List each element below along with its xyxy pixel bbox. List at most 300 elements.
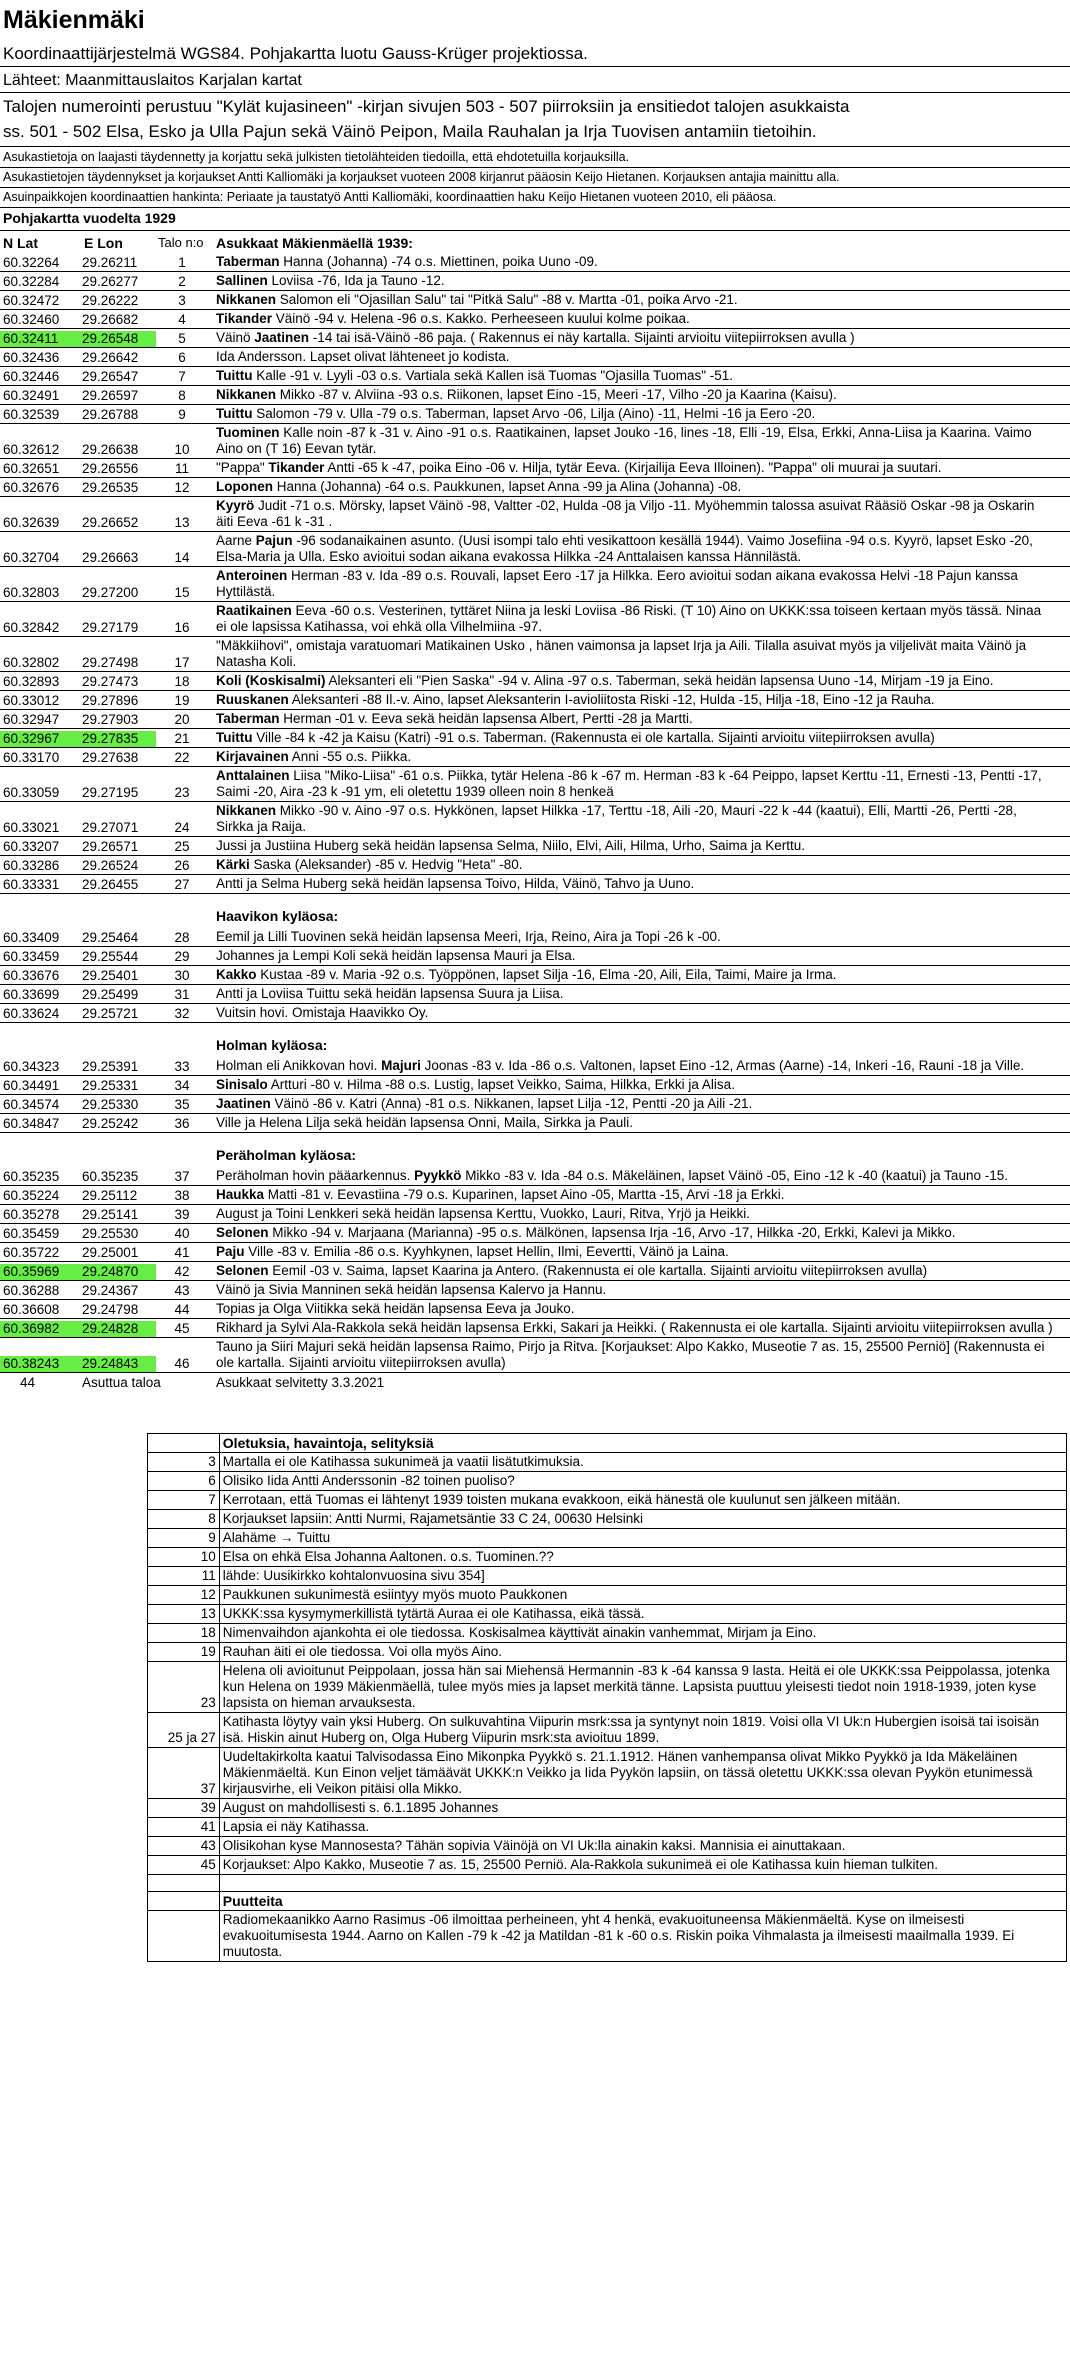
table-row bbox=[0, 567, 1070, 602]
latitude: 60.33207 bbox=[3, 839, 60, 854]
residents-text bbox=[216, 1282, 1054, 1298]
residents-detail: Aleksanteri eli "Pien Saska" -94 v. Alina -97 o.s. Taberman, sekä heidän lapsensa Uuno -14, Mirjam -19 ja Eino. bbox=[325, 673, 994, 688]
note-text: Korjaukset lapsiin: Antti Nurmi, Rajametsäntie 33 C 24, 00630 Helsinki bbox=[219, 1510, 1066, 1529]
note-row bbox=[148, 1567, 1067, 1586]
residents-detail: "Mäkkiihovi", omistaja varatuomari Matikainen Usko , hänen vaimonsa ja lapset Irja ja Aili. Tilalla asuivat myös ja viljelivät maita Väinö ja Natasha Koli. bbox=[216, 638, 1027, 669]
longitude: 29.24798 bbox=[82, 1302, 139, 1317]
table-row bbox=[0, 405, 1070, 424]
missing-row bbox=[148, 1911, 1067, 1962]
house-number: 41 bbox=[174, 1245, 190, 1260]
note-house-number: 3 bbox=[148, 1453, 220, 1472]
residents-text bbox=[216, 568, 1054, 600]
house-number: 12 bbox=[174, 480, 190, 495]
table-row bbox=[0, 947, 1070, 966]
longitude: 29.26535 bbox=[82, 480, 139, 495]
coordinates-note: Asuinpaikkojen koordinaattien hankinta: Periaate ja taustatyö Antti Kalliomäki, koordinaattien haku Keijo Hietanen vuoteen 2010, eli pääosa. bbox=[3, 190, 777, 204]
residents-text bbox=[216, 1339, 1054, 1371]
note-text: Katihasta löytyy vain yksi Huberg. On sulkuvahtina Viipurin msrk:ssa ja syntynyt noin 1819. Voisi olla VI Uk:n Hubergien isoisä tai isoisän isä. Hiskin ainut Huberg on, Olga Huberg Viipurin msrk:sta avioituu 1899. bbox=[219, 1713, 1066, 1748]
table-row bbox=[0, 1262, 1070, 1281]
residents-detail: Aleksanteri -88 Il.-v. Aino, lapset Aleksanterin I-avioliitosta Riski -12, Hulda -15, Hilja -18, Eino -12 ja Rauha. bbox=[288, 692, 935, 707]
residents-text bbox=[216, 460, 1054, 476]
house-count: 44 bbox=[20, 1375, 36, 1390]
residents-text bbox=[216, 1263, 1054, 1279]
family-name: Jaatinen bbox=[216, 1096, 271, 1111]
residents-detail: Salomon eli "Ojasillan Salu" tai "Pitkä Salu" -88 v. Martta -01, poika Arvo -21. bbox=[276, 292, 738, 307]
family-name: Pajun bbox=[255, 533, 293, 548]
residents-text bbox=[216, 1077, 1054, 1093]
table-row bbox=[0, 1057, 1070, 1076]
house-number: 40 bbox=[174, 1226, 190, 1241]
note-text: Olisiko Iida Antti Anderssonin -82 toinen puoliso? bbox=[219, 1472, 1066, 1491]
residents-text bbox=[216, 533, 1054, 565]
longitude: 60.35235 bbox=[82, 1169, 139, 1184]
house-number: 32 bbox=[174, 1006, 190, 1021]
table-row bbox=[0, 1167, 1070, 1186]
latitude: 60.35722 bbox=[3, 1245, 60, 1260]
note-house-number: 43 bbox=[148, 1837, 220, 1856]
house-number: 33 bbox=[174, 1059, 190, 1074]
longitude: 29.27195 bbox=[82, 785, 139, 800]
house-number: 44 bbox=[174, 1302, 190, 1317]
latitude: 60.32947 bbox=[3, 712, 60, 727]
column-headers bbox=[0, 233, 1070, 253]
house-number: 21 bbox=[174, 731, 190, 746]
family-name: Tuittu bbox=[216, 406, 253, 421]
residents-detail: Joonas -83 v. Ida -86 o.s. Valtonen, lapset Eino -12, Armas (Aarne) -14, Inkeri -16, Rauni -18 ja Ville. bbox=[420, 1058, 1025, 1073]
residents-detail: Ville ja Helena Lilja sekä heidän lapsensa Onni, Maila, Sirkka ja Pauli. bbox=[216, 1115, 633, 1130]
note-row bbox=[148, 1510, 1067, 1529]
residents-detail: Ida Andersson. Lapset olivat lähteneet jo kodista. bbox=[216, 349, 510, 364]
house-number: 19 bbox=[174, 693, 190, 708]
missing-text: Radiomekaanikko Aarno Rasimus -06 ilmoittaa perheineen, yht 4 henkä, evakuoituneensa Mäkienmäeltä. Kyse on ilmeisesti evakuoitumisesta 1944. Aarno on Kallen -79 k -42 ja Matildan -81 k -60 o.s. Riskin poika Vihmalasta ja ilmeisesti maailmalla 1939. Ei muutosta. bbox=[219, 1911, 1066, 1962]
family-name: Kyyrö bbox=[216, 498, 255, 513]
family-name: Tikander bbox=[216, 311, 273, 326]
latitude: 60.32842 bbox=[3, 620, 60, 635]
longitude: 29.27498 bbox=[82, 655, 139, 670]
notes-title-row bbox=[148, 1434, 1067, 1453]
longitude: 29.26222 bbox=[82, 293, 139, 308]
note-row bbox=[148, 1453, 1067, 1472]
residents-detail: Antti -65 k -47, poika Eino -06 v. Hilja, tytär Eeva. (Kirjailija Eeva Illoinen). "Pappa" oli muurai ja suutari. bbox=[324, 460, 942, 475]
note-house-number: 19 bbox=[148, 1643, 220, 1662]
supplement-note: Asukastietoja on laajasti täydennetty ja korjattu sekä julkisten tietolähteiden tiedoilla, että ehdotetuilla korjauksilla. bbox=[3, 150, 630, 164]
longitude: 29.24367 bbox=[82, 1283, 139, 1298]
family-name: Selonen bbox=[216, 1225, 269, 1240]
residents-detail: August ja Toini Lenkkeri sekä heidän lapsensa Kerttu, Vuokko, Lauri, Ritva, Yrjö ja Heikki. bbox=[216, 1206, 751, 1221]
latitude: 60.32676 bbox=[3, 480, 60, 495]
table-row bbox=[0, 1338, 1070, 1373]
latitude: 60.34491 bbox=[3, 1078, 60, 1093]
residents-detail: Mikko -94 v. Marjaana (Marianna) -95 o.s. Mälkönen, lapsensa Irja -16, Arvo -17, Hilkka -20, Erkki, Kalevi ja Mikko. bbox=[268, 1225, 956, 1240]
residents-detail: Topias ja Olga Viitikka sekä heidän lapsensa Eeva ja Jouko. bbox=[216, 1301, 575, 1316]
note-house-number: 23 bbox=[148, 1662, 220, 1713]
table-row bbox=[0, 1205, 1070, 1224]
note-row bbox=[148, 1643, 1067, 1662]
spacer-row bbox=[148, 1875, 1067, 1892]
note-house-number: 8 bbox=[148, 1510, 220, 1529]
table-row bbox=[0, 602, 1070, 637]
longitude: 29.26455 bbox=[82, 877, 139, 892]
house-number: 15 bbox=[174, 585, 190, 600]
table-row bbox=[0, 532, 1070, 567]
residents-text bbox=[216, 311, 1054, 327]
residents-text bbox=[216, 1225, 1054, 1241]
note-row bbox=[148, 1818, 1067, 1837]
family-name: Taberman bbox=[216, 711, 280, 726]
latitude: 60.33021 bbox=[3, 820, 60, 835]
longitude: 29.25001 bbox=[82, 1245, 139, 1260]
house-number: 42 bbox=[174, 1264, 190, 1279]
house-number: 18 bbox=[174, 674, 190, 689]
family-name: Ruuskanen bbox=[216, 692, 289, 707]
residents-detail: Antti ja Loviisa Tuittu sekä heidän lapsensa Suura ja Liisa. bbox=[216, 986, 564, 1001]
latitude: 60.32704 bbox=[3, 550, 60, 565]
residents-detail: Väinö -94 v. Helena -96 o.s. Kakko. Perheeseen kuului kolme poikaa. bbox=[272, 311, 690, 326]
residents-detail: Herman -83 v. Ida -89 o.s. Rouvali, lapset Eero -17 ja Hilkka. Eero avioitui sodan aikana evakossa Helvi -18 Pajun kanssa Hyttilästä. bbox=[216, 568, 1018, 599]
latitude: 60.33331 bbox=[3, 877, 60, 892]
note-house-number: 41 bbox=[148, 1818, 220, 1837]
table-row bbox=[0, 637, 1070, 672]
note-row bbox=[148, 1856, 1067, 1875]
latitude: 60.35278 bbox=[3, 1207, 60, 1222]
note-row bbox=[148, 1586, 1067, 1605]
table-row bbox=[0, 748, 1070, 767]
residents-text bbox=[216, 406, 1054, 422]
table-row bbox=[0, 672, 1070, 691]
table-row bbox=[0, 1281, 1070, 1300]
longitude: 29.25391 bbox=[82, 1059, 139, 1074]
residents-text bbox=[216, 638, 1054, 670]
table-row bbox=[0, 424, 1070, 459]
latitude: 60.34847 bbox=[3, 1116, 60, 1131]
residents-detail: Liisa "Miko-Liisa" -61 o.s. Piikka, tytär Helena -86 k -67 m. Herman -83 k -64 Peippo, lapset Kerttu -11, Ernesti -13, Pentti -17, Saimi -20, Aira -23 k -91 ym, eli oletettu 1939 olleen noin 8 henkeä bbox=[216, 768, 1042, 799]
house-number: 4 bbox=[178, 312, 186, 327]
residents-text bbox=[216, 292, 1054, 308]
latitude: 60.32612 bbox=[3, 442, 60, 457]
family-name: Haukka bbox=[216, 1187, 265, 1202]
table-row bbox=[0, 478, 1070, 497]
family-name: Kärki bbox=[216, 857, 250, 872]
numbering-note-2: ss. 501 - 502 Elsa, Esko ja Ulla Pajun sekä Väinö Peipon, Maila Rauhalan ja Irja Tuovisen antamiin tietoihin. bbox=[3, 122, 817, 141]
note-house-number: 10 bbox=[148, 1548, 220, 1567]
residents-text bbox=[216, 498, 1054, 530]
longitude: 29.25530 bbox=[82, 1226, 139, 1241]
note-row bbox=[148, 1748, 1067, 1799]
note-row bbox=[148, 1548, 1067, 1567]
note-house-number: 45 bbox=[148, 1856, 220, 1875]
latitude: 60.32460 bbox=[3, 312, 60, 327]
table-row bbox=[0, 253, 1070, 272]
longitude: 29.25544 bbox=[82, 949, 139, 964]
note-house-number: 37 bbox=[148, 1748, 220, 1799]
house-number: 22 bbox=[174, 750, 190, 765]
residents-detail: Väinö ja Sivia Manninen sekä heidän lapsensa Kalervo ja Hannu. bbox=[216, 1282, 607, 1297]
family-name: Paju bbox=[216, 1244, 245, 1259]
table-row bbox=[0, 875, 1070, 894]
latitude: 60.35969 bbox=[0, 1264, 82, 1280]
longitude: 29.25112 bbox=[82, 1188, 138, 1203]
residents-detail: Ville -83 v. Emilia -86 o.s. Kyyhkynen, lapset Hellin, Ilmi, Eevertti, Väinö ja Laina. bbox=[244, 1244, 729, 1259]
coordinate-system-note: Koordinaattijärjestelmä WGS84. Pohjakartta luotu Gauss-Krüger projektiossa. bbox=[3, 44, 588, 63]
notes-table bbox=[147, 1433, 1067, 1962]
note-text: Olisikohan kyse Mannosesta? Tähän sopivia Väinöjä on VI Uk:lla ainakin kaksi. Mannisia ei ainuttakaan. bbox=[219, 1837, 1066, 1856]
latitude: 60.32639 bbox=[3, 515, 60, 530]
longitude: 29.26652 bbox=[82, 515, 139, 530]
note-text: Nimenvaihdon ajankohta ei ole tiedossa. Koskisalmea käyttivät ainakin vanhemmat, Mirjam ja Eino. bbox=[219, 1624, 1066, 1643]
house-number: 25 bbox=[174, 839, 190, 854]
latitude: 60.32491 bbox=[3, 388, 60, 403]
note-text: Helena oli avioitunut Peippolaan, jossa hän sai Miehensä Hermannin -83 k -64 kanssa 9 lasta. Heitä ei ole UKKK:ssa Peippolassa, jotenka kun Helena on 1939 Mäkienmäellä, tulee myös mies ja lapset merkitä tänne. Lapsista puuttuu yleisesti tiedot noin 1918-1939, joten kyse lapsista on hieman arvauksesta. bbox=[219, 1662, 1066, 1713]
note-row bbox=[148, 1662, 1067, 1713]
residents-text bbox=[216, 330, 1054, 346]
note-row bbox=[148, 1472, 1067, 1491]
divider bbox=[0, 167, 1070, 168]
note-text: Uudeltakirkolta kaatui Talvisodassa Eino Mikonpka Pyykkö s. 21.1.1912. Hänen vanhempansa olivat Mikko Pyykkö ja Ida Mäkeläinen Mäkienmäeltä. Kun Einon veljet tämäävät UKKK:n Veikko ja Iida Pyykön lapsiin, on tässä oletettu UKKK:ssa olevan Pyykön etunimessä kirjausvirhe, eli Veikon pitäisi olla Mikko. bbox=[219, 1748, 1066, 1799]
table-row bbox=[0, 348, 1070, 367]
section-heading-row bbox=[0, 1023, 1070, 1057]
latitude: 60.36288 bbox=[3, 1283, 60, 1298]
latitude: 60.36608 bbox=[3, 1302, 60, 1317]
note-text: Kerrotaan, että Tuomas ei lähtenyt 1939 toisten mukana evakkoon, eikä hänestä ole kuulunut sen jälkeen mitään. bbox=[219, 1491, 1066, 1510]
family-name: Nikkanen bbox=[216, 387, 277, 402]
note-row bbox=[148, 1713, 1067, 1748]
family-name: Tuittu bbox=[216, 368, 253, 383]
base-map-year: Pohjakartta vuodelta 1929 bbox=[3, 210, 176, 226]
longitude: 29.25330 bbox=[82, 1097, 139, 1112]
family-name: Kakko bbox=[216, 967, 257, 982]
residents-text bbox=[216, 425, 1054, 457]
note-house-number: 13 bbox=[148, 1605, 220, 1624]
residents-detail: Anni -55 o.s. Piikka. bbox=[288, 749, 412, 764]
note-house-number: 39 bbox=[148, 1799, 220, 1818]
house-number: 23 bbox=[174, 785, 190, 800]
divider bbox=[0, 66, 1070, 67]
note-text: Rauhan äiti ei ole tiedossa. Voi olla myös Aino. bbox=[219, 1643, 1066, 1662]
family-name: Sallinen bbox=[216, 273, 268, 288]
house-number: 7 bbox=[178, 369, 186, 384]
longitude: 29.26638 bbox=[82, 442, 139, 457]
divider bbox=[0, 207, 1070, 208]
house-count-label: Asuttua taloa bbox=[82, 1375, 161, 1390]
residents-text bbox=[216, 603, 1054, 635]
col-house-number: Talo n:o bbox=[158, 235, 204, 250]
latitude: 60.32284 bbox=[3, 274, 60, 289]
divider bbox=[0, 187, 1070, 188]
longitude: 29.26682 bbox=[82, 312, 139, 327]
divider bbox=[0, 230, 1070, 231]
table-row bbox=[0, 367, 1070, 386]
residents-detail: Kustaa -89 v. Maria -92 o.s. Työppönen, lapset Silja -16, Elma -20, Aili, Eila, Taimi, Maire ja Irma. bbox=[256, 967, 837, 982]
residents-detail: Kalle noin -87 k -31 v. Aino -91 o.s. Raatikainen, lapset Jouko -16, lines -18, Elli -19, Elsa, Erkki, Anna-Liisa ja Kaarina. Vaimo Aino on (T 16) Eevan tytär. bbox=[216, 425, 1032, 456]
longitude: 29.26571 bbox=[82, 839, 139, 854]
house-number: 1 bbox=[178, 255, 186, 270]
table-row bbox=[0, 985, 1070, 1004]
residents-text bbox=[216, 368, 1054, 384]
col-lat: N Lat bbox=[3, 235, 38, 251]
table-row bbox=[0, 459, 1070, 478]
table-row bbox=[0, 802, 1070, 837]
longitude: 29.26597 bbox=[82, 388, 139, 403]
latitude: 60.32803 bbox=[3, 585, 60, 600]
note-text: Alahäme → Tuittu bbox=[219, 1529, 1066, 1548]
family-name: Tuittu bbox=[216, 730, 253, 745]
residents-detail: Rikhard ja Sylvi Ala-Rakkola sekä heidän lapsensa Erkki, Sakari ja Heikki. ( Rakennusta ei ole kartalla. Sijainti arvioitu viitepiirroksen avulla ) bbox=[216, 1320, 1053, 1335]
table-row bbox=[0, 310, 1070, 329]
family-name: Raatikainen bbox=[216, 603, 292, 618]
residents-text bbox=[216, 876, 1054, 892]
latitude: 60.32446 bbox=[3, 369, 60, 384]
table-row bbox=[0, 856, 1070, 875]
note-house-number: 12 bbox=[148, 1586, 220, 1605]
residents-text bbox=[216, 986, 1054, 1002]
longitude: 29.24828 bbox=[82, 1321, 156, 1337]
house-number: 5 bbox=[178, 331, 186, 346]
notes-title: Oletuksia, havaintoja, selityksiä bbox=[219, 1434, 1066, 1453]
longitude: 29.27179 bbox=[82, 620, 139, 635]
residents-text bbox=[216, 1096, 1054, 1112]
house-number: 39 bbox=[174, 1207, 190, 1222]
residents-detail: Ville -84 k -42 ja Kaisu (Katri) -91 o.s. Taberman. (Rakennusta ei ole kartalla. Sijainti arvioitu viitepiirroksen avulla) bbox=[252, 730, 935, 745]
table-row bbox=[0, 928, 1070, 947]
latitude: 60.32893 bbox=[3, 674, 60, 689]
residents-detail: Saska (Aleksander) -85 v. Hedvig "Heta" -80. bbox=[249, 857, 523, 872]
table-row bbox=[0, 966, 1070, 985]
table-row bbox=[0, 837, 1070, 856]
residents-detail: Matti -81 v. Eevastiina -79 o.s. Kuparinen, lapset Aino -05, Martta -15, Arvi -18 ja Erkki. bbox=[264, 1187, 785, 1202]
longitude: 29.27473 bbox=[82, 674, 139, 689]
residents-detail: Tauno ja Siiri Majuri sekä heidän lapsensa Raimo, Pirjo ja Ritva. [Korjaukset: Alpo Kakko, Museotie 7 as. 15, 25500 Perniö] (Rakennusta ei ole kartalla. Sijainti arvioitu viitepiirroksen avulla) bbox=[216, 1339, 1045, 1370]
table-row bbox=[0, 710, 1070, 729]
longitude: 29.26211 bbox=[82, 255, 138, 270]
residents-prefix: Holman eli Anikkovan hovi. bbox=[216, 1058, 382, 1073]
residents-detail: Jussi ja Justiina Huberg sekä heidän lapsensa Selma, Niilo, Elvi, Aili, Hilma, Urho, Saima ja Kerttu. bbox=[216, 838, 806, 853]
section-heading-row bbox=[0, 894, 1070, 928]
residents-text bbox=[216, 768, 1054, 800]
family-name: Nikkanen bbox=[216, 803, 277, 818]
table-row bbox=[0, 1004, 1070, 1023]
note-house-number: 7 bbox=[148, 1491, 220, 1510]
residents-text bbox=[216, 1187, 1054, 1203]
longitude: 29.26547 bbox=[82, 369, 139, 384]
note-house-number: 18 bbox=[148, 1624, 220, 1643]
residents-detail: Kalle -91 v. Lyyli -03 o.s. Vartiala sekä Kallen isä Tuomas "Ojasilla Tuomas" -51. bbox=[252, 368, 734, 383]
longitude: 29.26277 bbox=[82, 274, 139, 289]
table-row bbox=[0, 1243, 1070, 1262]
longitude: 29.26556 bbox=[82, 461, 139, 476]
latitude: 60.32264 bbox=[3, 255, 60, 270]
divider bbox=[0, 146, 1070, 147]
longitude: 29.26788 bbox=[82, 407, 139, 422]
table-row bbox=[0, 1076, 1070, 1095]
house-number: 30 bbox=[174, 968, 190, 983]
latitude: 60.33459 bbox=[3, 949, 60, 964]
residents-detail: Antti ja Selma Huberg sekä heidän lapsensa Toivo, Hilda, Väinö, Tahvo ja Uuno. bbox=[216, 876, 695, 891]
latitude: 60.32539 bbox=[3, 407, 60, 422]
table-row bbox=[0, 767, 1070, 802]
col-residents: Asukkaat Mäkienmäellä 1939: bbox=[216, 235, 413, 251]
longitude: 29.24870 bbox=[82, 1264, 156, 1280]
house-number: 26 bbox=[174, 858, 190, 873]
longitude: 29.27903 bbox=[82, 712, 139, 727]
family-name: Loponen bbox=[216, 479, 273, 494]
note-text: Korjaukset: Alpo Kakko, Museotie 7 as. 15, 25500 Perniö. Ala-Rakkola sukunimeä ei ole Katihassa kuin hieman tulkiten. bbox=[219, 1856, 1066, 1875]
note-house-number: 11 bbox=[148, 1567, 220, 1586]
section-heading: Peräholman kyläosa: bbox=[216, 1147, 357, 1163]
divider bbox=[0, 92, 1070, 93]
latitude: 60.32967 bbox=[0, 731, 82, 747]
note-text: Paukkunen sukunimestä esiintyy myös muoto Paukkonen bbox=[219, 1586, 1066, 1605]
residents-detail: Herman -01 v. Eeva sekä heidän lapsensa Albert, Pertti -28 ja Martti. bbox=[279, 711, 693, 726]
table-row bbox=[0, 497, 1070, 532]
residents-detail: -96 sodanaikainen asunto. (Uusi isompi talo ehti vesikattoon kesällä 1944). Vaimo Josefiina -94 o.s. Kyyrö, lapset Esko -20, Elsa-Maria ja Ulla. Esko avioitui sodan aikana evakossa Hilkka -24 Anttalaisen kanssa Hännilästä. bbox=[216, 533, 1033, 564]
latitude: 60.33409 bbox=[3, 930, 60, 945]
house-number: 16 bbox=[174, 620, 190, 635]
longitude: 29.27200 bbox=[82, 585, 139, 600]
table-row bbox=[0, 386, 1070, 405]
residents-detail: Vuitsin hovi. Omistaja Haavikko Oy. bbox=[216, 1005, 429, 1020]
house-number: 6 bbox=[178, 350, 186, 365]
house-number: 13 bbox=[174, 515, 190, 530]
table-row bbox=[0, 1300, 1070, 1319]
longitude: 29.25464 bbox=[82, 930, 139, 945]
row-divider bbox=[0, 1372, 1070, 1373]
residents-detail: Loviisa -76, Ida ja Tauno -12. bbox=[267, 273, 445, 288]
note-house-number: 6 bbox=[148, 1472, 220, 1491]
house-number: 3 bbox=[178, 293, 186, 308]
residents-detail: Mikko -83 v. Ida -84 o.s. Mäkeläinen, lapset Väinö -05, Eino -12 k -40 (kaatui) ja Tauno -15. bbox=[461, 1168, 1008, 1183]
latitude: 60.32411 bbox=[0, 331, 82, 347]
house-number: 34 bbox=[174, 1078, 190, 1093]
house-number: 9 bbox=[178, 407, 186, 422]
family-name: Tikander bbox=[268, 460, 325, 475]
house-number: 8 bbox=[178, 388, 186, 403]
table-row bbox=[0, 272, 1070, 291]
residents-text bbox=[216, 673, 1054, 689]
table-row bbox=[0, 729, 1070, 748]
residents-detail: Johannes ja Lempi Koli sekä heidän lapsensa Mauri ja Elsa. bbox=[216, 948, 576, 963]
family-name: Sinisalo bbox=[216, 1077, 268, 1092]
latitude: 60.32802 bbox=[3, 655, 60, 670]
house-number: 20 bbox=[174, 712, 190, 727]
note-text: Elsa on ehkä Elsa Johanna Aaltonen. o.s. Tuominen.?? bbox=[219, 1548, 1066, 1567]
table-row bbox=[0, 291, 1070, 310]
longitude: 29.27896 bbox=[82, 693, 139, 708]
numbering-note-1: Talojen numerointi perustuu "Kylät kujasineen" -kirjan sivujen 503 - 507 piirroksiin ja ensitiedot talojen asukkaista bbox=[3, 97, 850, 116]
table-row bbox=[0, 329, 1070, 348]
family-name: Majuri bbox=[381, 1058, 421, 1073]
residents-detail: Eeva -60 o.s. Vesterinen, tyttäret Niina ja leski Loviisa -86 Riski. (T 10) Aino on UKKK:ssa toiseen kertaan myös tässä. Ninaa ei ole lapsissa Katihassa, voi ehkä olla Vilhelmiina -97. bbox=[216, 603, 1042, 634]
residents-detail: Mikko -90 v. Aino -97 o.s. Hykkönen, lapset Hilkka -17, Terttu -18, Aili -20, Mauri -22 k -44 (kaatui), Elli, Martti -26, Pertti -28, Sirkka ja Raija. bbox=[216, 803, 1017, 834]
longitude: 29.26642 bbox=[82, 350, 139, 365]
section-heading: Holman kyläosa: bbox=[216, 1037, 328, 1053]
longitude: 29.26524 bbox=[82, 858, 139, 873]
house-number: 2 bbox=[178, 274, 186, 289]
updated-date: Asukkaat selvitetty 3.3.2021 bbox=[216, 1375, 385, 1390]
longitude: 29.27638 bbox=[82, 750, 139, 765]
house-number: 14 bbox=[174, 550, 190, 565]
note-house-number: 25 ja 27 bbox=[148, 1713, 220, 1748]
residents-text bbox=[216, 1206, 1054, 1222]
house-number: 35 bbox=[174, 1097, 190, 1112]
residents-detail: Artturi -80 v. Hilma -88 o.s. Lustig, lapset Veikko, Saima, Hilkka, Erkki ja Alisa. bbox=[267, 1077, 735, 1092]
family-name: Pyykkö bbox=[414, 1168, 462, 1183]
page-title: Mäkienmäki bbox=[3, 6, 145, 34]
longitude: 29.27071 bbox=[82, 820, 139, 835]
residents-detail: Judit -71 o.s. Mörsky, lapset Väinö -98, Valtter -02, Hulda -08 ja Viljo -11. Myöhemmin talossa asuivat Rääsiö Oskar -98 ja Oskarin äiti Eeva -61 k -31 . bbox=[216, 498, 1035, 529]
latitude: 60.35235 bbox=[3, 1169, 60, 1184]
note-row bbox=[148, 1491, 1067, 1510]
house-number: 37 bbox=[174, 1169, 190, 1184]
